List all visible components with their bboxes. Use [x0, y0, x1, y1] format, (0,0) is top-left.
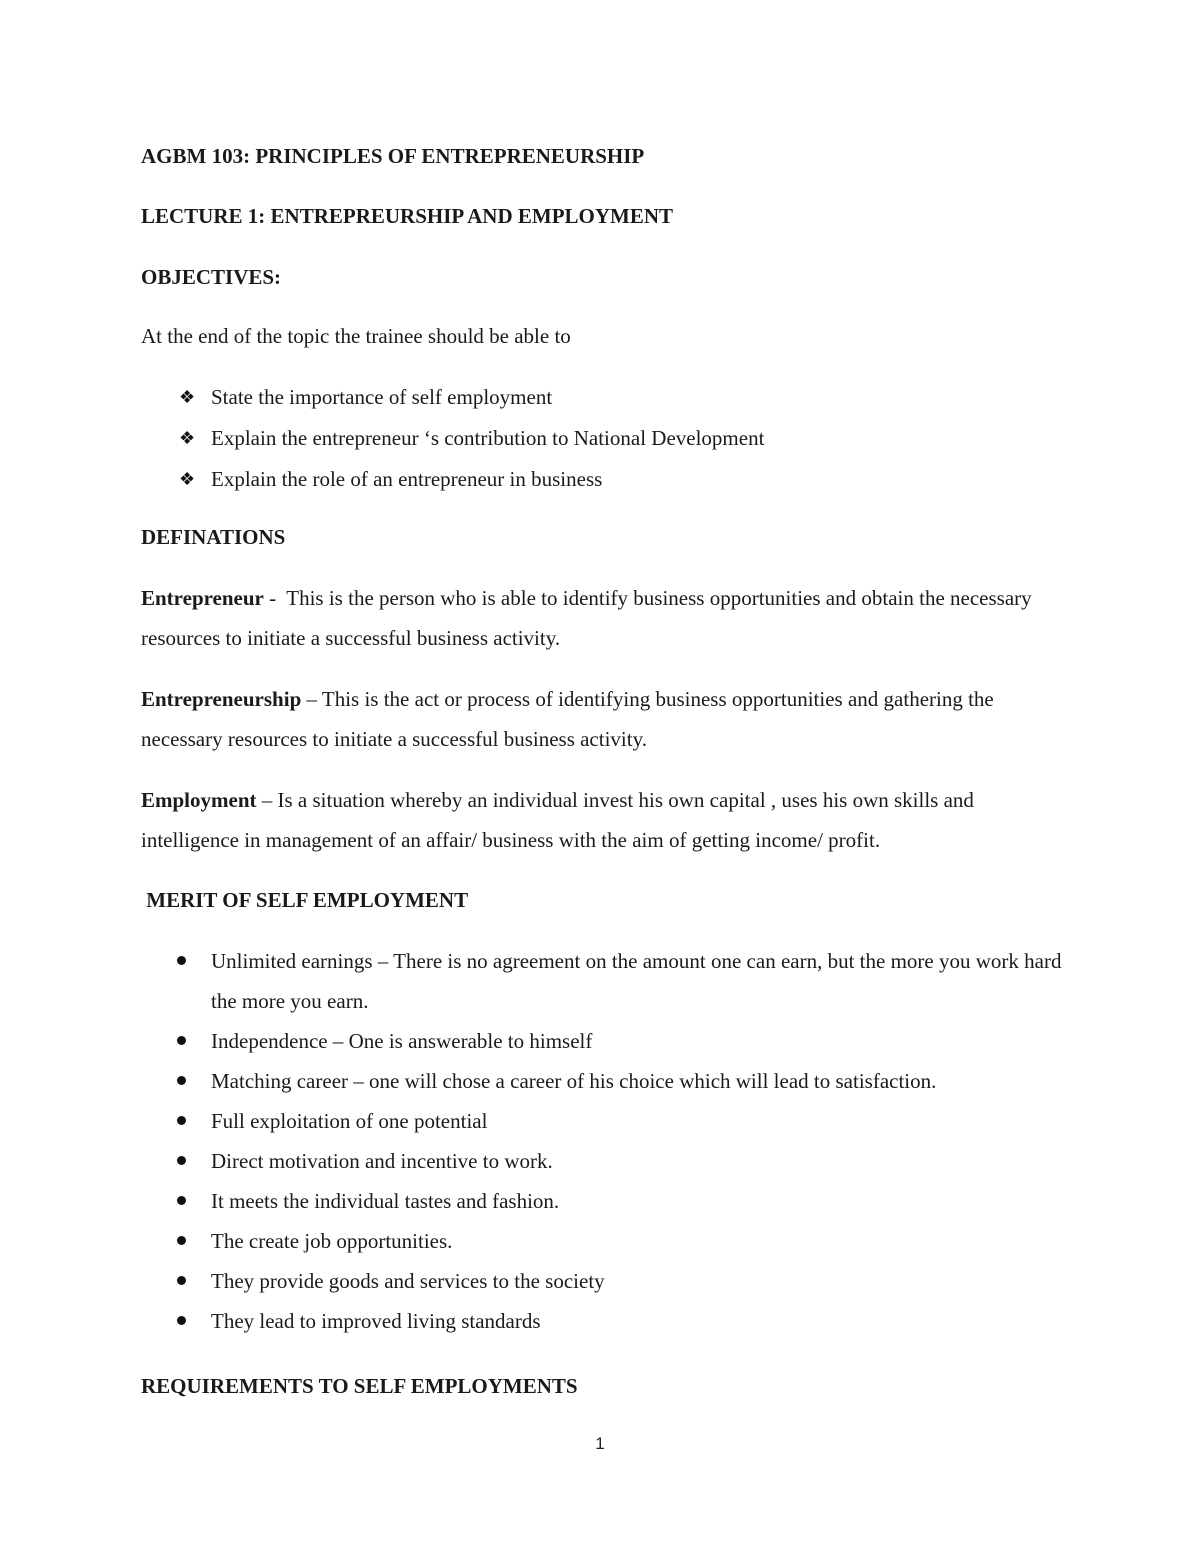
merit-item	[141, 1021, 1071, 1061]
objective-item	[141, 382, 764, 423]
definition-separator: -	[263, 586, 287, 610]
bullet-icon	[177, 1236, 186, 1245]
definition-term: Employment	[141, 788, 257, 812]
merit-text: The create job opportunities.	[211, 1229, 453, 1253]
merits-heading: MERIT OF SELF EMPLOYMENT	[141, 888, 469, 912]
bullet-icon	[177, 1276, 186, 1285]
merit-item	[141, 1301, 1071, 1341]
diamond-bullet-icon: ❖	[179, 428, 196, 448]
definition-separator: –	[256, 788, 278, 812]
objective-text: Explain the role of an entrepreneur in business	[211, 467, 603, 491]
bullet-icon	[177, 956, 186, 965]
merit-text: It meets the individual tastes and fashion.	[211, 1189, 560, 1213]
bullet-icon	[177, 1076, 186, 1085]
merit-text: Full exploitation of one potential	[211, 1109, 488, 1133]
merit-text: Matching career – one will chose a career of his choice which will lead to satisfaction.	[211, 1069, 937, 1093]
objective-item	[141, 464, 764, 505]
merit-item	[141, 1141, 1071, 1181]
merit-item	[141, 1261, 1071, 1301]
merit-item	[141, 941, 1071, 1021]
definition-text: This is the act or process of identifying business opportunities and gathering the necessary resources to initiate a successful business activity.	[141, 687, 994, 751]
definition-separator: –	[301, 687, 322, 711]
objectives-list	[141, 382, 764, 505]
diamond-bullet-icon: ❖	[179, 469, 196, 489]
definition-text: This is the person who is able to identify business opportunities and obtain the necessary resources to initiate a successful business activity.	[141, 586, 1032, 650]
definition-term: Entrepreneur	[141, 586, 264, 610]
definition-employment	[141, 780, 1061, 860]
objective-text: Explain the entrepreneur ‘s contribution to National Development	[211, 426, 765, 450]
requirements-heading: REQUIREMENTS TO SELF EMPLOYMENTS	[141, 1374, 578, 1398]
merit-item	[141, 1221, 1071, 1261]
merit-item	[141, 1181, 1071, 1221]
definition-entrepreneurship	[141, 679, 1061, 759]
course-title: AGBM 103: PRINCIPLES OF ENTREPRENEURSHIP	[141, 144, 645, 168]
merits-list	[141, 941, 1071, 1341]
objective-item	[141, 423, 764, 464]
bullet-icon	[177, 1196, 186, 1205]
merit-text: They lead to improved living standards	[211, 1309, 541, 1333]
merit-item	[141, 1061, 1071, 1101]
definition-entrepreneur	[141, 578, 1061, 658]
merit-text: Unlimited earnings – There is no agreement on the amount one can earn, but the more you work hard the more you earn.	[211, 949, 1062, 1013]
bullet-icon	[177, 1156, 186, 1165]
objective-text: State the importance of self employment	[211, 385, 553, 409]
definitions-heading: DEFINATIONS	[141, 525, 286, 549]
objectives-heading: OBJECTIVES:	[141, 265, 282, 289]
merit-item	[141, 1101, 1071, 1141]
merit-text: Direct motivation and incentive to work.	[211, 1149, 553, 1173]
page-number: 1	[595, 1434, 605, 1453]
objectives-intro: At the end of the topic the trainee should be able to	[141, 324, 571, 348]
diamond-bullet-icon: ❖	[179, 387, 196, 407]
bullet-icon	[177, 1316, 186, 1325]
definition-text: Is a situation whereby an individual invest his own capital , uses his own skills and intelligence in management of an affair/ business with the aim of getting income/ profit.	[141, 788, 974, 852]
definition-term: Entrepreneurship	[141, 687, 302, 711]
bullet-icon	[177, 1116, 186, 1125]
lecture-title: LECTURE 1: ENTREPREURSHIP AND EMPLOYMENT	[141, 204, 674, 228]
bullet-icon	[177, 1036, 186, 1045]
merit-text: Independence – One is answerable to himself	[211, 1029, 593, 1053]
merit-text: They provide goods and services to the society	[211, 1269, 605, 1293]
